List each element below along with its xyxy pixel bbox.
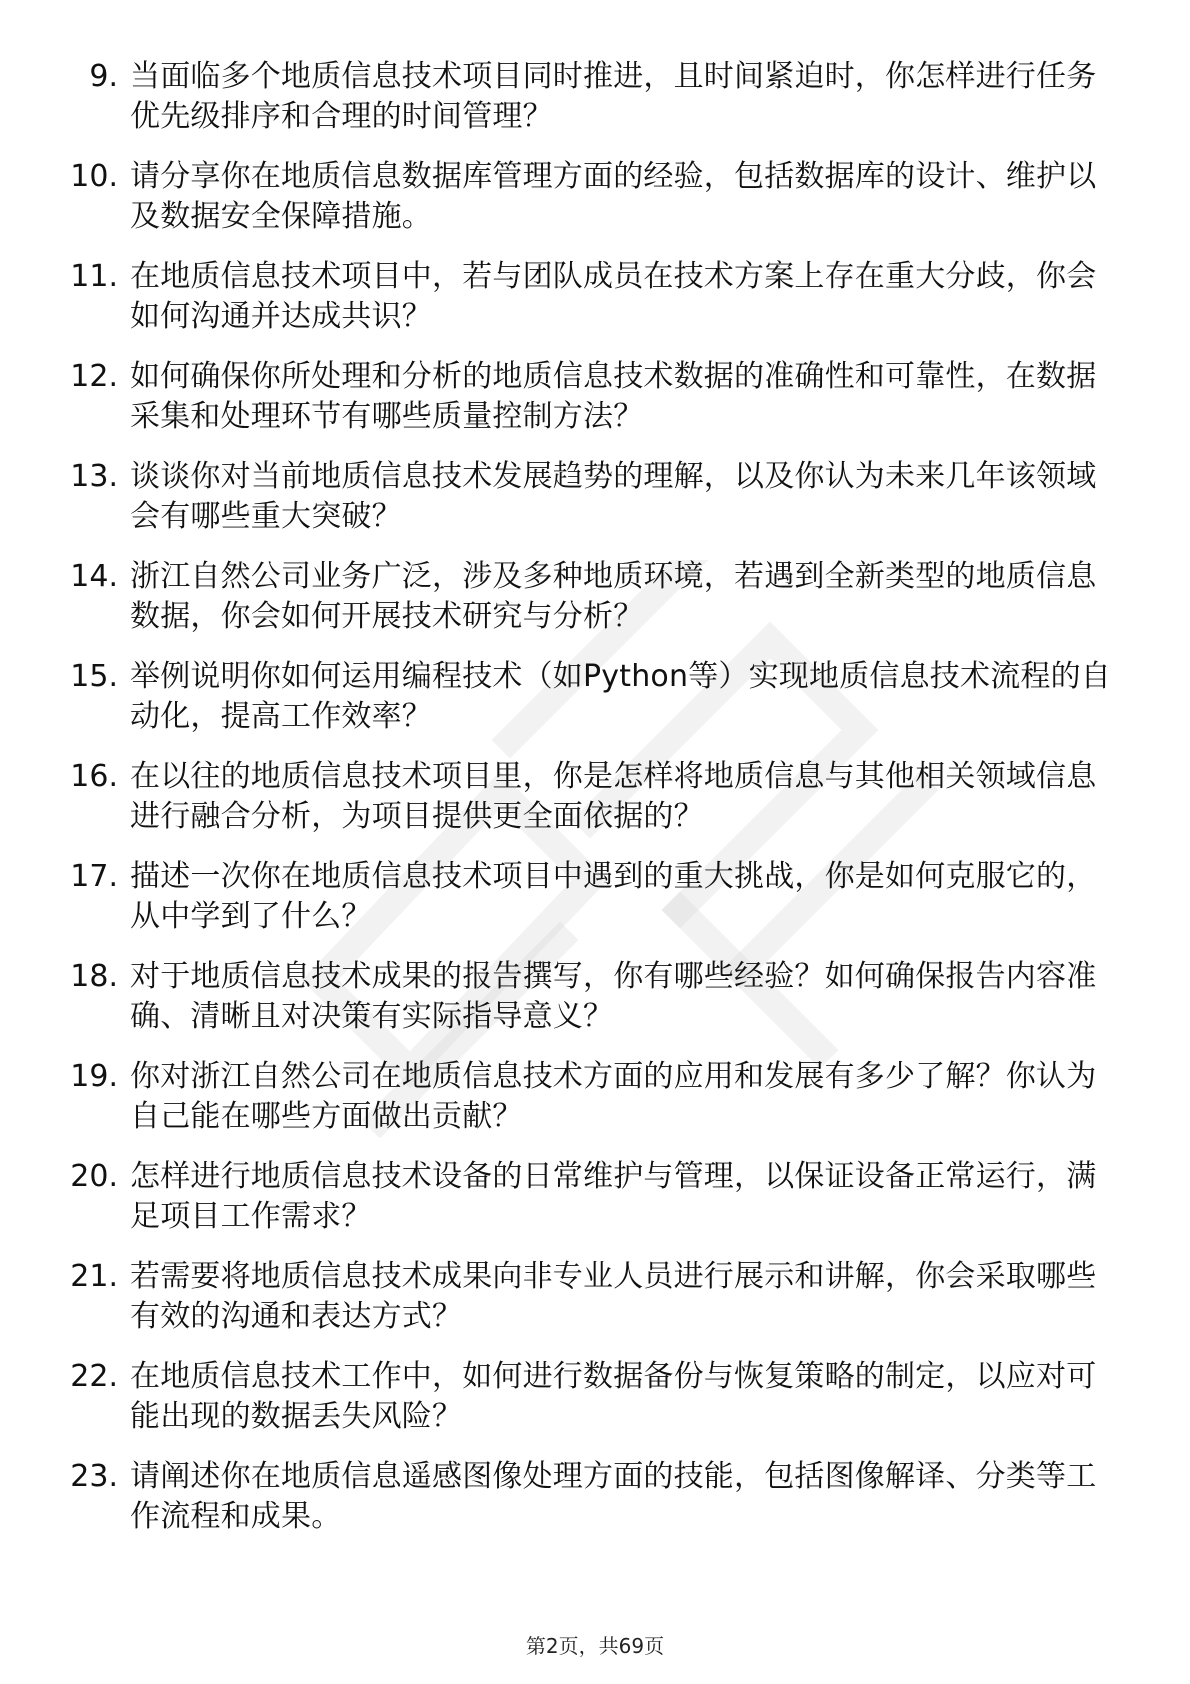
question-list bbox=[55, 57, 1115, 1557]
question-text: 请分享你在地质信息数据库管理方面的经验，包括数据库的设计、维护以及数据安全保障措施。 bbox=[130, 159, 1097, 234]
question-number: 20. bbox=[70, 1159, 118, 1194]
question-number: 9. bbox=[89, 59, 118, 94]
question-text: 谈谈你对当前地质信息技术发展趋势的理解，以及你认为未来几年该领域会有哪些重大突破？ bbox=[130, 459, 1097, 534]
question-text: 描述一次你在地质信息技术项目中遇到的重大挑战，你是如何克服它的，从中学到了什么？ bbox=[130, 859, 1097, 934]
question-text: 怎样进行地质信息技术设备的日常维护与管理，以保证设备正常运行，满足项目工作需求？ bbox=[130, 1159, 1097, 1234]
question-item bbox=[55, 1157, 1115, 1257]
question-text: 如何确保你所处理和分析的地质信息技术数据的准确性和可靠性，在数据采集和处理环节有哪些质量控制方法？ bbox=[130, 359, 1097, 434]
question-number: 23. bbox=[70, 1459, 118, 1494]
question-item bbox=[55, 657, 1115, 757]
question-item bbox=[55, 757, 1115, 857]
question-number: 16. bbox=[70, 759, 118, 794]
question-text: 当面临多个地质信息技术项目同时推进，且时间紧迫时，你怎样进行任务优先级排序和合理的时间管理？ bbox=[130, 59, 1097, 134]
question-item bbox=[55, 1057, 1115, 1157]
question-number: 13. bbox=[70, 459, 118, 494]
question-number: 22. bbox=[70, 1359, 118, 1394]
question-text: 举例说明你如何运用编程技术（如Python等）实现地质信息技术流程的自动化，提高工作效率？ bbox=[130, 659, 1111, 734]
question-number: 21. bbox=[70, 1259, 118, 1294]
question-text: 你对浙江自然公司在地质信息技术方面的应用和发展有多少了解？你认为自己能在哪些方面做出贡献？ bbox=[130, 1059, 1097, 1134]
question-number: 14. bbox=[70, 559, 118, 594]
question-item bbox=[55, 857, 1115, 957]
question-item bbox=[55, 457, 1115, 557]
question-text: 在地质信息技术项目中，若与团队成员在技术方案上存在重大分歧，你会如何沟通并达成共识？ bbox=[130, 259, 1097, 334]
question-text: 对于地质信息技术成果的报告撰写，你有哪些经验？如何确保报告内容准确、清晰且对决策有实际指导意义？ bbox=[130, 959, 1097, 1034]
question-text: 若需要将地质信息技术成果向非专业人员进行展示和讲解，你会采取哪些有效的沟通和表达方式？ bbox=[130, 1259, 1097, 1334]
question-number: 15. bbox=[70, 659, 118, 694]
question-item bbox=[55, 1457, 1115, 1557]
question-item bbox=[55, 1357, 1115, 1457]
question-number: 18. bbox=[70, 959, 118, 994]
question-text: 在以往的地质信息技术项目里，你是怎样将地质信息与其他相关领域信息进行融合分析，为项目提供更全面依据的？ bbox=[130, 759, 1097, 834]
page-number-footer: 第2页，共69页 bbox=[525, 1634, 665, 1658]
question-item bbox=[55, 57, 1115, 157]
question-text: 浙江自然公司业务广泛，涉及多种地质环境，若遇到全新类型的地质信息数据，你会如何开展技术研究与分析？ bbox=[130, 559, 1097, 634]
question-item bbox=[55, 257, 1115, 357]
question-item bbox=[55, 557, 1115, 657]
question-number: 10. bbox=[70, 159, 118, 194]
question-item bbox=[55, 157, 1115, 257]
question-number: 19. bbox=[70, 1059, 118, 1094]
question-text: 请阐述你在地质信息遥感图像处理方面的技能，包括图像解译、分类等工作流程和成果。 bbox=[130, 1459, 1097, 1534]
question-number: 17. bbox=[70, 859, 118, 894]
question-text: 在地质信息技术工作中，如何进行数据备份与恢复策略的制定，以应对可能出现的数据丢失风险？ bbox=[130, 1359, 1097, 1434]
question-number: 12. bbox=[70, 359, 118, 394]
question-number: 11. bbox=[70, 259, 118, 294]
question-item bbox=[55, 957, 1115, 1057]
question-item bbox=[55, 1257, 1115, 1357]
question-item bbox=[55, 357, 1115, 457]
